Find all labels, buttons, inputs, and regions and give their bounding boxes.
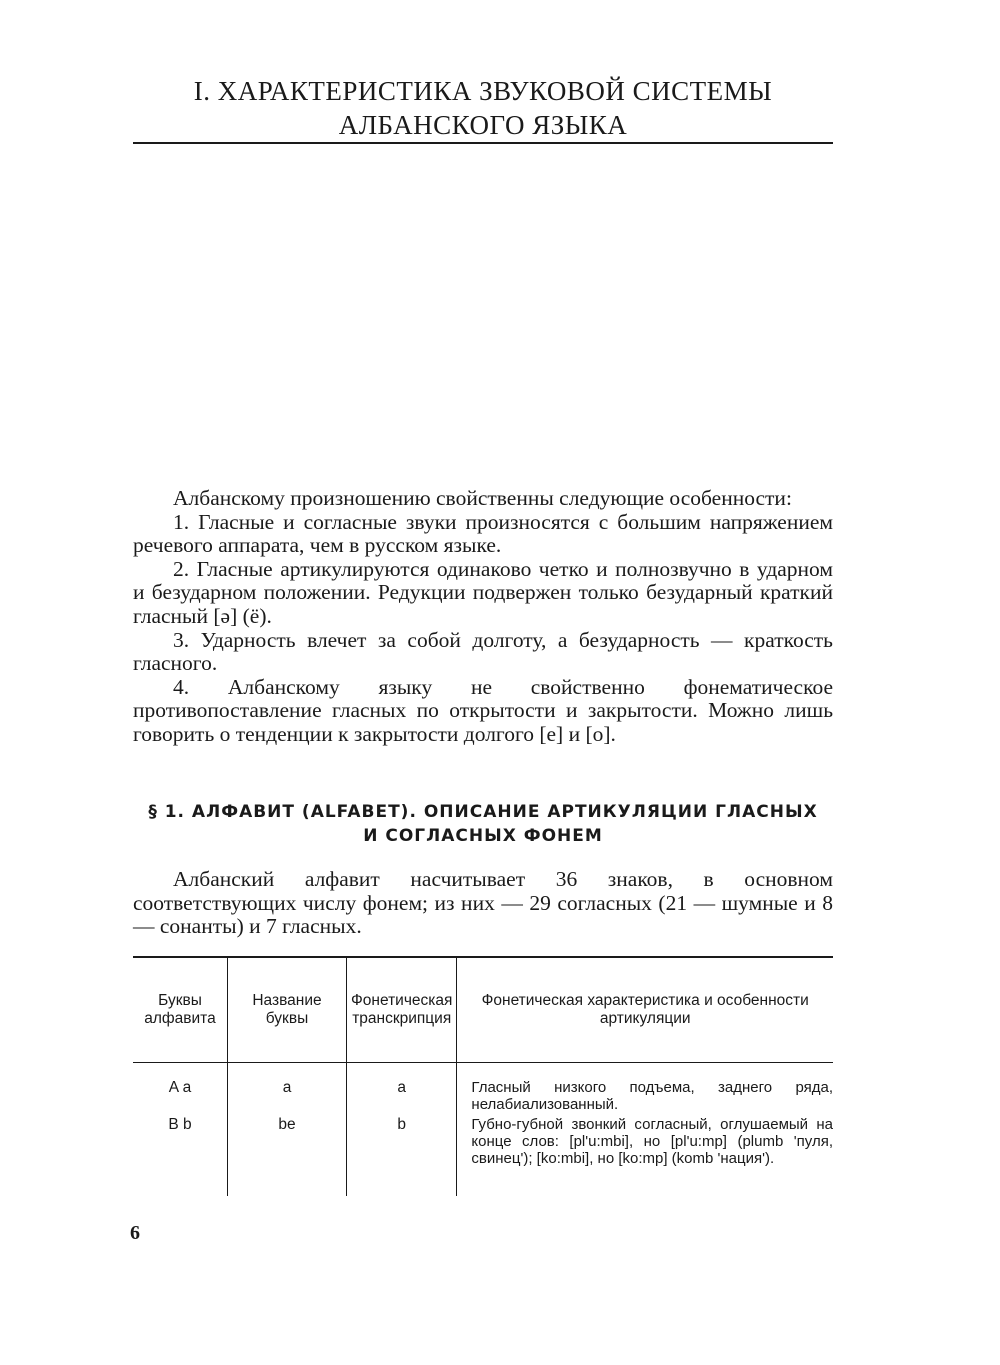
section-heading [133,800,833,848]
intro-point-3: 3. Ударность влечет за собой долготу, а безударность — краткость гласного. [133,627,833,676]
intro-lead: Албанскому произношению свойственны следующие особенности: [173,486,792,510]
table-row [133,1079,833,1116]
header-letter-name: Название буквы [228,957,347,1063]
intro-point-4: 4. Албанскому языку не свойственно фонематическое противопоставление гласных по открытости и закрытости. Можно лишь говорить о тенденции к закрытости долгого [е] и [о]. [133,674,833,746]
title-divider [133,142,833,144]
cell-name: be [228,1116,347,1196]
cell-name: a [228,1079,347,1116]
table-header-row [133,957,833,1063]
alphabet-intro-paragraph: Албанский алфавит насчитывает 36 знаков, в основном соответствующих числу фонем; из них — 29 согласных (21 — шумные и 8 — сонанты) и 7 гласных. [133,867,833,939]
header-letters: Буквы алфавита [133,957,228,1063]
intro-block [133,487,833,747]
cell-description: Гласный низкого подъема, заднего ряда, нелабиализованный. [457,1079,833,1116]
page-number: 6 [130,1222,140,1244]
section-heading-line-2: И СОГЛАСНЫХ ФОНЕМ [363,826,603,846]
table-spacer-row [133,1063,833,1080]
chapter-title-line-1: I. ХАРАКТЕРИСТИКА ЗВУКОВОЙ СИСТЕМЫ [193,76,773,106]
chapter-title-line-2: АЛБАНСКОГО ЯЗЫКА [338,110,628,140]
chapter-title [133,74,833,142]
cell-letter: A a [168,1079,192,1096]
header-characteristics: Фонетическая характеристика и особенности артикуляции [457,957,833,1063]
intro-point-1: 1. Гласные и согласные звуки произносятся с большим напряжением речевого аппарата, чем в русском языке. [133,509,833,558]
cell-letter: B b [168,1116,192,1133]
section-heading-line-1: § 1. АЛФАВИТ (ALFABET). ОПИСАНИЕ АРТИКУЛЯЦИИ ГЛАСНЫХ [148,802,818,822]
cell-description: Губно-губной звонкий согласный, оглушаемый на конце слов: [pl'u:mbi], но [pl'u:mp] (plumb 'пуля, свинец'); [ko:mbi], но [ko:mp] (komb 'нация'). [457,1116,833,1196]
table-row [133,1116,833,1196]
header-transcription: Фонетическая транскрипция [347,957,457,1063]
alphabet-table [133,956,833,1196]
alphabet-intro [133,868,833,939]
cell-transcription: a [347,1079,457,1116]
cell-transcription: b [347,1116,457,1196]
intro-point-2: 2. Гласные артикулируются одинаково четко и полнозвучно в ударном и безударном положении. Редукции подвержен только безударный краткий гласный [ә] (ё). [133,556,833,628]
